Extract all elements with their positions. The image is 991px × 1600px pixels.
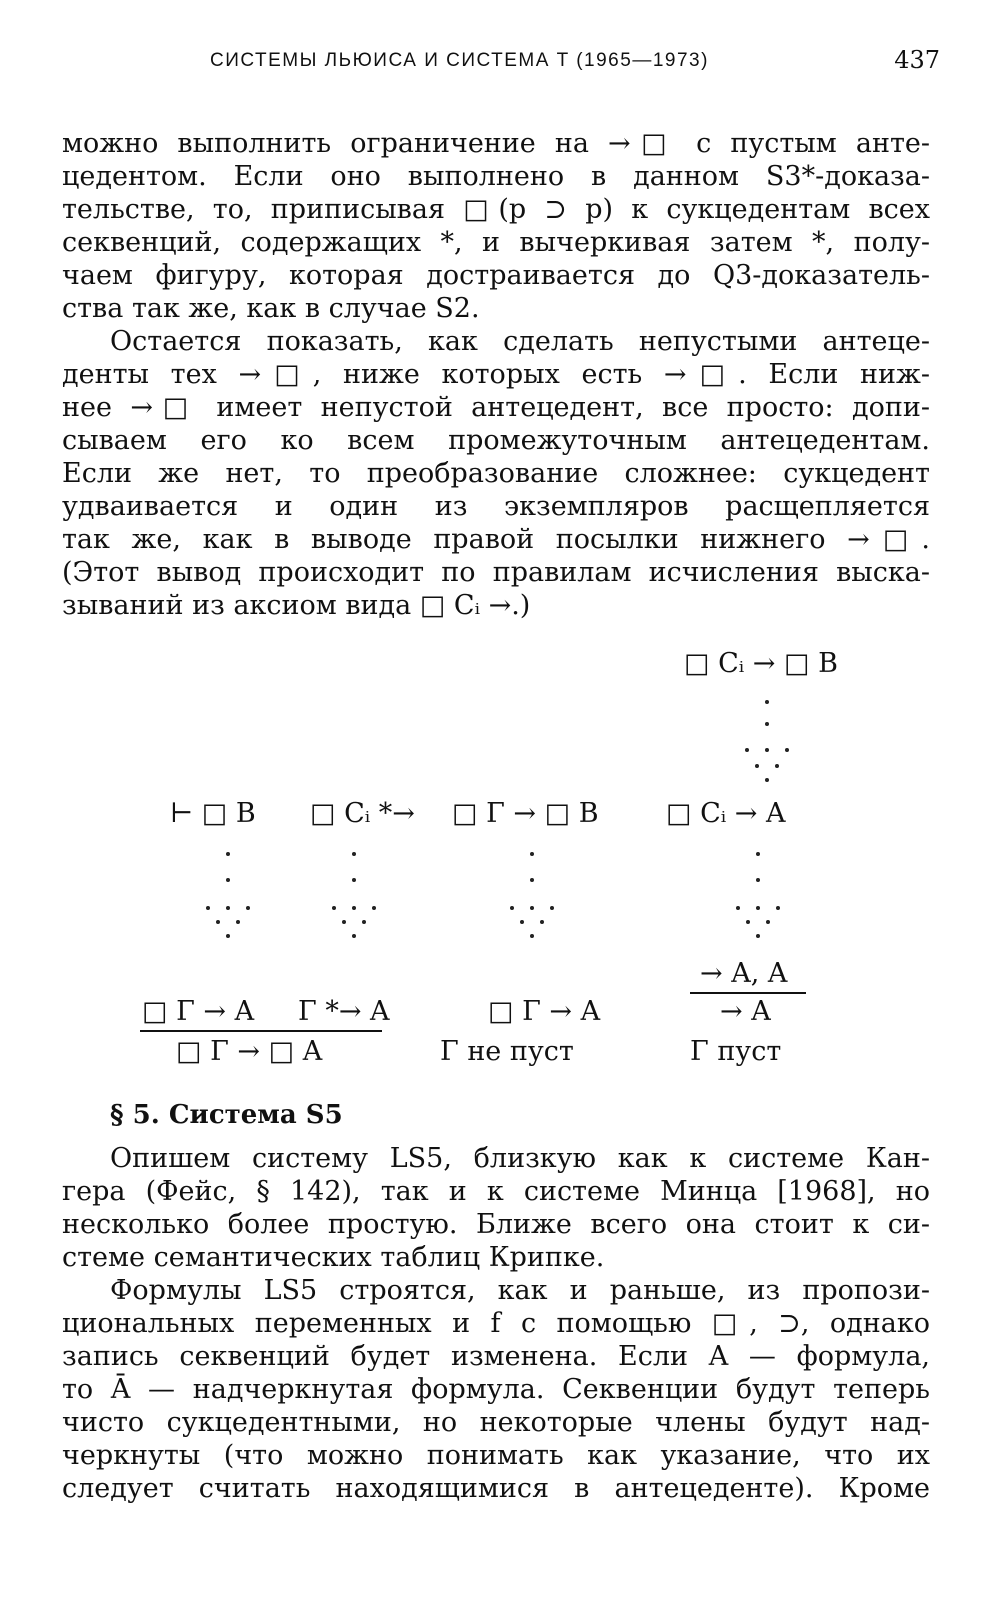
text-line: цедентом. Если оно выполнено в данном S3*-доказа- [62,161,930,192]
dot [226,906,230,910]
formula-top-right: □ Cᵢ → □ B [684,648,838,679]
text-line: чаем фигуру, которая достраивается до Q3-доказатель- [62,260,930,291]
text-line: тельстве, то, приписывая □(p ⊃ p) к сукцедентам всех [62,194,930,225]
paragraph-2 [62,325,930,622]
page-header [60,44,940,78]
note-gamma-empty: Γ пуст [690,1036,782,1067]
dot [755,764,759,768]
dot [236,920,240,924]
dot [362,920,366,924]
formula-provable-box-b: ⊢ □ B [170,798,256,829]
text-line: чисто сукцедентными, но некоторые члены будут над- [62,1407,930,1438]
formula-box-ci-star: □ Cᵢ *→ [310,798,415,829]
text-line: секвенций, содержащих *, и вычеркивая затем *, полу- [62,227,930,258]
paragraph-3 [62,1142,930,1274]
dot [352,878,356,882]
dot [510,906,514,910]
dot [756,906,760,910]
inference-rule-line [690,992,806,994]
note-gamma-nonempty: Γ не пуст [440,1036,574,1067]
formula-box-gamma-box-b: □ Γ → □ B [452,798,599,829]
text-line: несколько более простую. Ближе всего она стоит к си- [62,1209,930,1240]
dot [372,906,376,910]
text-line: то Ā — надчеркнутая формула. Секвенции будут теперь [62,1374,930,1405]
dot [226,934,230,938]
dot [540,920,544,924]
formula-col1-conclusion: □ Γ → □ A [176,1036,323,1067]
dot [226,852,230,856]
text-line: денты тех →□, ниже которых есть →□. Если ниж- [62,359,930,390]
text-line: Опишем систему LS5, близкую как к системе Кан- [110,1143,930,1174]
paragraph-1 [62,127,930,325]
dot [550,906,554,910]
dot [765,722,769,726]
dot [775,764,779,768]
dot [332,906,336,910]
text-line: Формулы LS5 строятся, как и раньше, из пропози- [110,1275,930,1306]
text-line: черкнуты (что можно понимать как указание, что их [62,1440,930,1471]
dot [226,878,230,882]
dot [766,920,770,924]
text-line: (Этот вывод происходит по правилам исчисления выска- [62,557,930,588]
dot [530,906,534,910]
dot [736,906,740,910]
section-heading: § 5. Система S5 [110,1100,343,1130]
dot [765,700,769,704]
text-line: запись секвенций будет изменена. Если A — формула, [62,1341,930,1372]
dot [246,906,250,910]
text-line: удваивается и один из экземпляров расщепляется [62,491,930,522]
dot [352,852,356,856]
text-line: нее →□ имеет непустой антецедент, все просто: допи- [62,392,930,423]
text-line: ства так же, как в случае S2. [62,293,480,324]
text-line: так же, как в выводе правой посылки нижнего →□. [62,524,930,555]
dot [520,920,524,924]
text-line: сываем его ко всем промежуточным антецедентам. [62,425,930,456]
formula-col4-conclusion: → A [720,996,771,1027]
dot [342,920,346,924]
dot [746,920,750,924]
dot [756,878,760,882]
text-line: можно выполнить ограничение на →□ с пустым анте- [62,128,930,159]
dot [776,906,780,910]
dot [352,906,356,910]
dot [530,934,534,938]
text-line: циональных переменных и f с помощью □, ⊃, однако [62,1308,930,1339]
text-line: стеме семантических таблиц Крипке. [62,1242,605,1273]
dot [756,934,760,938]
dot [785,748,789,752]
formula-box-ci-a: □ Cᵢ → A [666,798,786,829]
dot [756,852,760,856]
text-line: Если же нет, то преобразование сложнее: сукцедент [62,458,930,489]
formula-col3-bottom: □ Γ → A [488,996,601,1027]
inference-rule-line [140,1030,382,1032]
dot [530,852,534,856]
text-line: гера (Фейс, § 142), так и к системе Минца [1968], но [62,1176,930,1207]
running-title: СИСТЕМЫ ЛЬЮИСА И СИСТЕМА T (1965—1973) [210,50,709,71]
formula-col1-right-premise: Γ *→ A [298,996,390,1027]
dot [745,748,749,752]
dot [765,778,769,782]
formula-col4-premise: → A, A [700,958,788,989]
text-line: следует считать находящимися в антецеденте). Кроме [62,1473,930,1504]
dot [352,934,356,938]
formula-col1-left-premise: □ Γ → A [142,996,255,1027]
paragraph-4 [62,1274,930,1505]
dot [765,748,769,752]
dot [206,906,210,910]
text-line: зываний из аксиом вида □ Cᵢ →.) [62,590,531,621]
dot [216,920,220,924]
page-number: 437 [894,46,940,74]
text-line: Остается показать, как сделать непустыми антеце- [110,326,930,357]
dot [530,878,534,882]
